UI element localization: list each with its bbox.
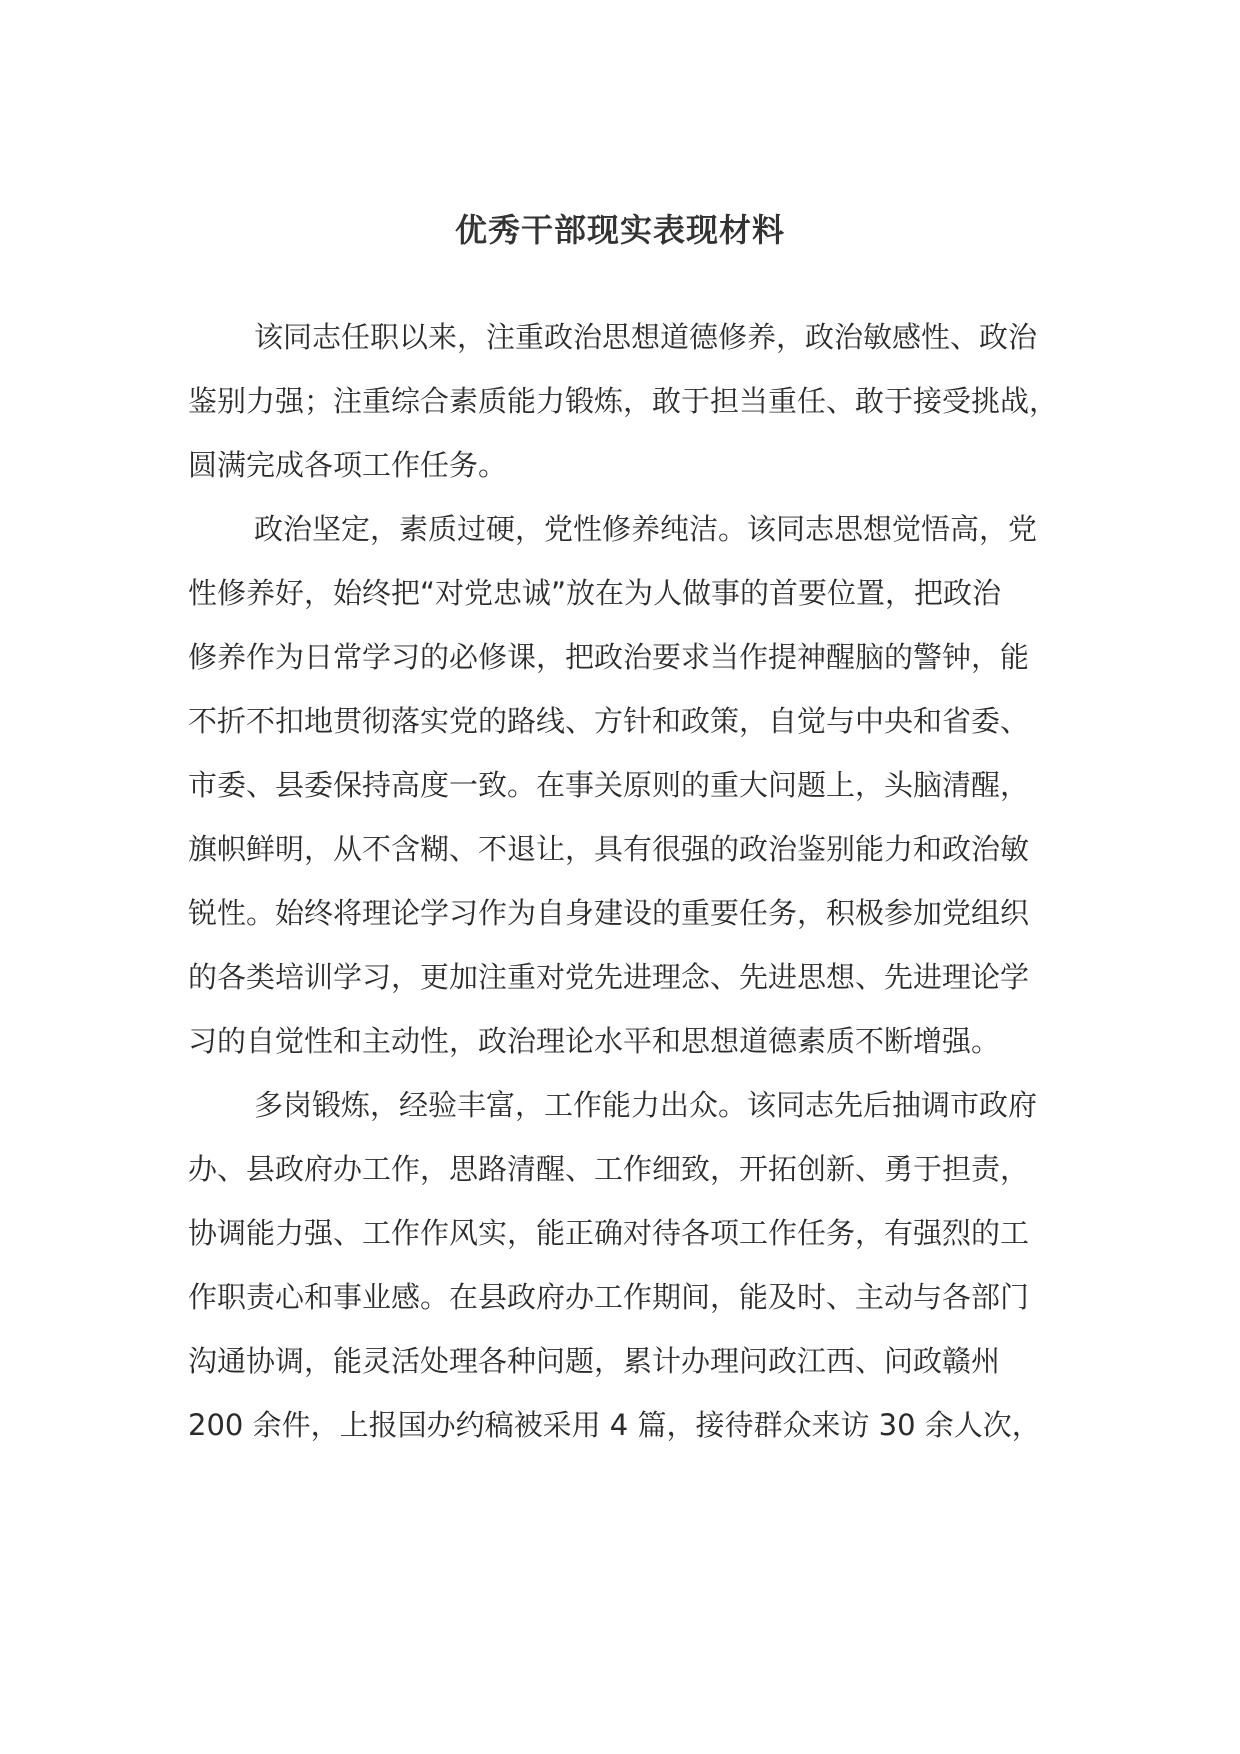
paragraph-line: 作职责心和事业感。在县政府办工作期间，能及时、主动与各部门 — [188, 1280, 1030, 1314]
paragraph-line: 性修养好，始终把“对党忠诚”放在为人做事的首要位置，把政治 — [188, 576, 1002, 610]
paragraph-line: 多岗锻炼，经验丰富，工作能力出众。该同志先后抽调市政府 — [254, 1088, 1038, 1122]
paragraph-line: 修养作为日常学习的必修课，把政治要求当作提神醒脑的警钟，能 — [188, 640, 1030, 674]
paragraph-political — [188, 497, 1068, 1073]
paragraph-line: 不折不扣地贯彻落实党的路线、方针和政策，自觉与中央和省委、 — [188, 704, 1030, 738]
paragraph-line: 该同志任职以来，注重政治思想道德修养，政治敏感性、政治 — [254, 320, 1038, 354]
paragraph-experience — [188, 1073, 1068, 1457]
paragraph-intro — [188, 305, 1068, 497]
paragraph-line: 的各类培训学习，更加注重对党先进理念、先进思想、先进理论学 — [188, 960, 1030, 994]
paragraph-line: 200 余件，上报国办约稿被采用 4 篇，接待群众来访 30 余人次， — [188, 1408, 1041, 1442]
document-body — [188, 305, 1068, 1457]
paragraph-line: 办、县政府办工作，思路清醒、工作细致，开拓创新、勇于担责， — [188, 1152, 1030, 1186]
paragraph-line: 协调能力强、工作作风实，能正确对待各项工作任务，有强烈的工 — [188, 1216, 1030, 1250]
document-title: 优秀干部现实表现材料 — [454, 211, 785, 249]
paragraph-line: 沟通协调，能灵活处理各种问题，累计办理问政江西、问政赣州 — [188, 1344, 1001, 1378]
paragraph-line: 锐性。始终将理论学习作为自身建设的重要任务，积极参加党组织 — [188, 896, 1030, 930]
paragraph-line: 圆满完成各项工作任务。 — [188, 448, 508, 482]
paragraph-line: 政治坚定，素质过硬，党性修养纯洁。该同志思想觉悟高，党 — [254, 512, 1038, 546]
paragraph-line: 市委、县委保持高度一致。在事关原则的重大问题上，头脑清醒， — [188, 768, 1030, 802]
paragraph-line: 鉴别力强；注重综合素质能力锻炼，敢于担当重任、敢于接受挑战， — [188, 384, 1059, 418]
paragraph-line: 旗帜鲜明，从不含糊、不退让，具有很强的政治鉴别能力和政治敏 — [188, 832, 1030, 866]
paragraph-line: 习的自觉性和主动性，政治理论水平和思想道德素质不断增强。 — [188, 1024, 1001, 1058]
